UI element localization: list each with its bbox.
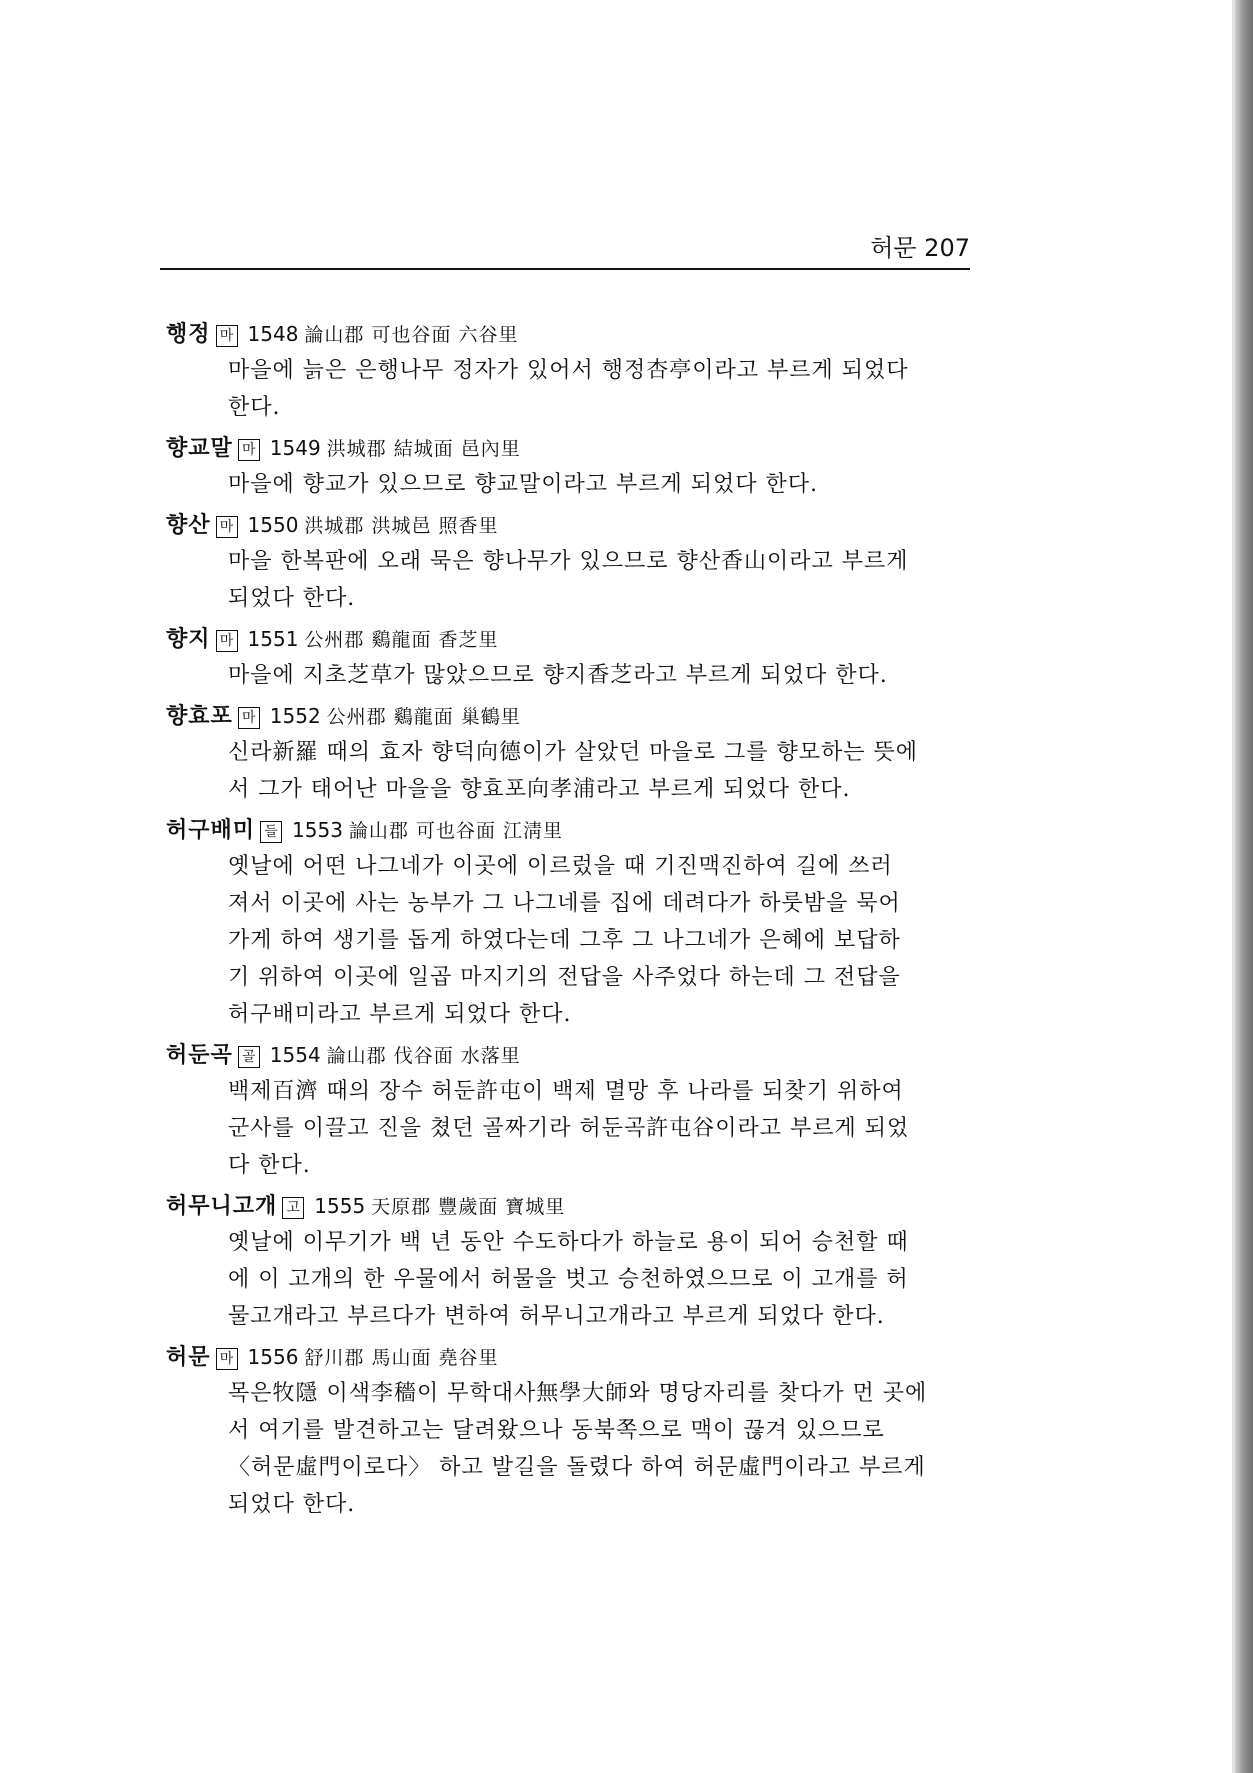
entry-body-line: 허구배미라고 부르게 되었다 한다. [228,1002,572,1027]
entry [166,621,986,694]
category-badge: 골 [238,1046,260,1068]
category-badge: 마 [216,325,238,347]
entry-heading [166,812,986,848]
entry-term: 향교말 [166,435,233,461]
entry-body-line: 백제百濟 때의 장수 허둔許屯이 백제 멸망 후 나라를 되찾기 위하여 [228,1079,904,1104]
entry-list [166,316,986,1527]
entry-heading [166,316,986,352]
header-rule [160,268,970,270]
entry-term: 허둔곡 [166,1042,233,1068]
entry-body-line: 신라新羅 때의 효자 향덕向德이가 살았던 마을로 그를 향모하는 뜻에 [228,740,918,765]
entry-number: 1551 [247,627,299,651]
entry-body-line: 마을에 향교가 있으므로 향교말이라고 부르게 되었다 한다. [228,472,819,497]
category-badge: 들 [260,821,282,843]
entry [166,698,986,808]
entry [166,1188,986,1335]
entry-term: 향효포 [166,703,233,729]
entry-number: 1554 [269,1043,321,1067]
category-badge: 마 [216,1348,238,1370]
entry-number: 1552 [269,704,321,728]
page-edge-shadow [1235,0,1253,1773]
entry-location: 公州郡 鷄龍面 巢鶴里 [326,706,521,728]
entry-heading [166,1188,986,1224]
entry-body-line: 되었다 한다. [228,586,356,611]
entry [166,812,986,1033]
entry-body-line: 〈허문虛門이로다〉 하고 발길을 돌렸다 하여 허문虛門이라고 부르게 [228,1455,926,1480]
category-badge: 마 [238,439,260,461]
category-badge: 마 [216,516,238,538]
entry-heading [166,698,986,734]
entry-body-line: 옛날에 어떤 나그네가 이곳에 이르렀을 때 기진맥진하여 길에 쓰러 [228,854,893,879]
entry-body-line: 서 그가 태어난 마을을 향효포向孝浦라고 부르게 되었다 한다. [228,777,851,802]
entry-heading [166,430,986,466]
entry-number: 1548 [247,322,299,346]
entry-body-line: 되었다 한다. [228,1492,356,1517]
entry-term: 허무니고개 [166,1193,278,1219]
entry-body-line: 서 여기를 발견하고는 달려왔으나 동북쪽으로 맥이 끊겨 있으므로 [228,1418,885,1443]
entry-term: 허문 [166,1344,211,1370]
entry-body-line: 군사를 이끌고 진을 쳤던 골짜기라 허둔곡許屯谷이라고 부르게 되었 [228,1116,910,1141]
entry-body-line: 옛날에 이무기가 백 년 동안 수도하다가 하늘로 용이 되어 승천할 때 [228,1230,909,1255]
category-badge: 고 [282,1197,304,1219]
entry-location: 洪城郡 結城面 邑內里 [326,438,521,460]
entry [166,1339,986,1523]
entry-term: 향산 [166,512,211,538]
entry-body-line: 물고개라고 부르다가 변하여 허무니고개라고 부르게 되었다 한다. [228,1304,885,1329]
entry-heading [166,621,986,657]
entry-heading [166,1339,986,1375]
entry-body-line: 한다. [228,395,281,420]
entry-body-line: 에 이 고개의 한 우물에서 허물을 벗고 승천하였으므로 이 고개를 허 [228,1267,909,1292]
entry [166,430,986,503]
entry-location: 洪城郡 洪城邑 照香里 [304,515,499,537]
entry-location: 天原郡 豐歲面 寶城里 [371,1196,566,1218]
entry-body-line: 다 한다. [228,1153,311,1178]
entry-number: 1556 [247,1345,299,1369]
entry-body-line: 마을 한복판에 오래 묵은 향나무가 있으므로 향산香山이라고 부르게 [228,549,909,574]
entry-body-line: 마을에 지초芝草가 많았으므로 향지香芝라고 부르게 되었다 한다. [228,663,888,688]
entry-location: 論山郡 伐谷面 水落里 [326,1045,521,1067]
entry-number: 1555 [314,1194,366,1218]
entry [166,1037,986,1184]
entry-location: 舒川郡 馬山面 堯谷里 [304,1347,499,1369]
entry-body-line: 마을에 늙은 은행나무 정자가 있어서 행정杏亭이라고 부르게 되었다 [228,358,909,383]
entry-body-line: 져서 이곳에 사는 농부가 그 나그네를 집에 데려다가 하룻밤을 묵어 [228,891,901,916]
category-badge: 마 [238,707,260,729]
entry-number: 1553 [292,818,343,842]
entry-term: 향지 [166,626,211,652]
running-head: 허문 207 [870,234,970,262]
entry-location: 論山郡 可也谷面 六谷里 [304,324,519,346]
entry-term: 행정 [166,321,211,347]
category-badge: 마 [216,630,238,652]
entry-location: 公州郡 鷄龍面 香芝里 [304,629,499,651]
entry-location: 論山郡 可也谷面 江淸里 [348,820,564,842]
entry-number: 1549 [269,436,321,460]
entry [166,507,986,617]
entry [166,316,986,426]
entry-body-line: 기 위하여 이곳에 일곱 마지기의 전답을 사주었다 하는데 그 전답을 [228,965,901,990]
entry-number: 1550 [247,513,299,537]
entry-heading [166,1037,986,1073]
entry-body-line: 가게 하여 생기를 돕게 하였다는데 그후 그 나그네가 은혜에 보답하 [228,928,901,953]
entry-term: 허구배미 [166,817,256,843]
entry-body-line: 목은牧隱 이색李穡이 무학대사無學大師와 명당자리를 찾다가 먼 곳에 [228,1381,928,1406]
entry-heading [166,507,986,543]
